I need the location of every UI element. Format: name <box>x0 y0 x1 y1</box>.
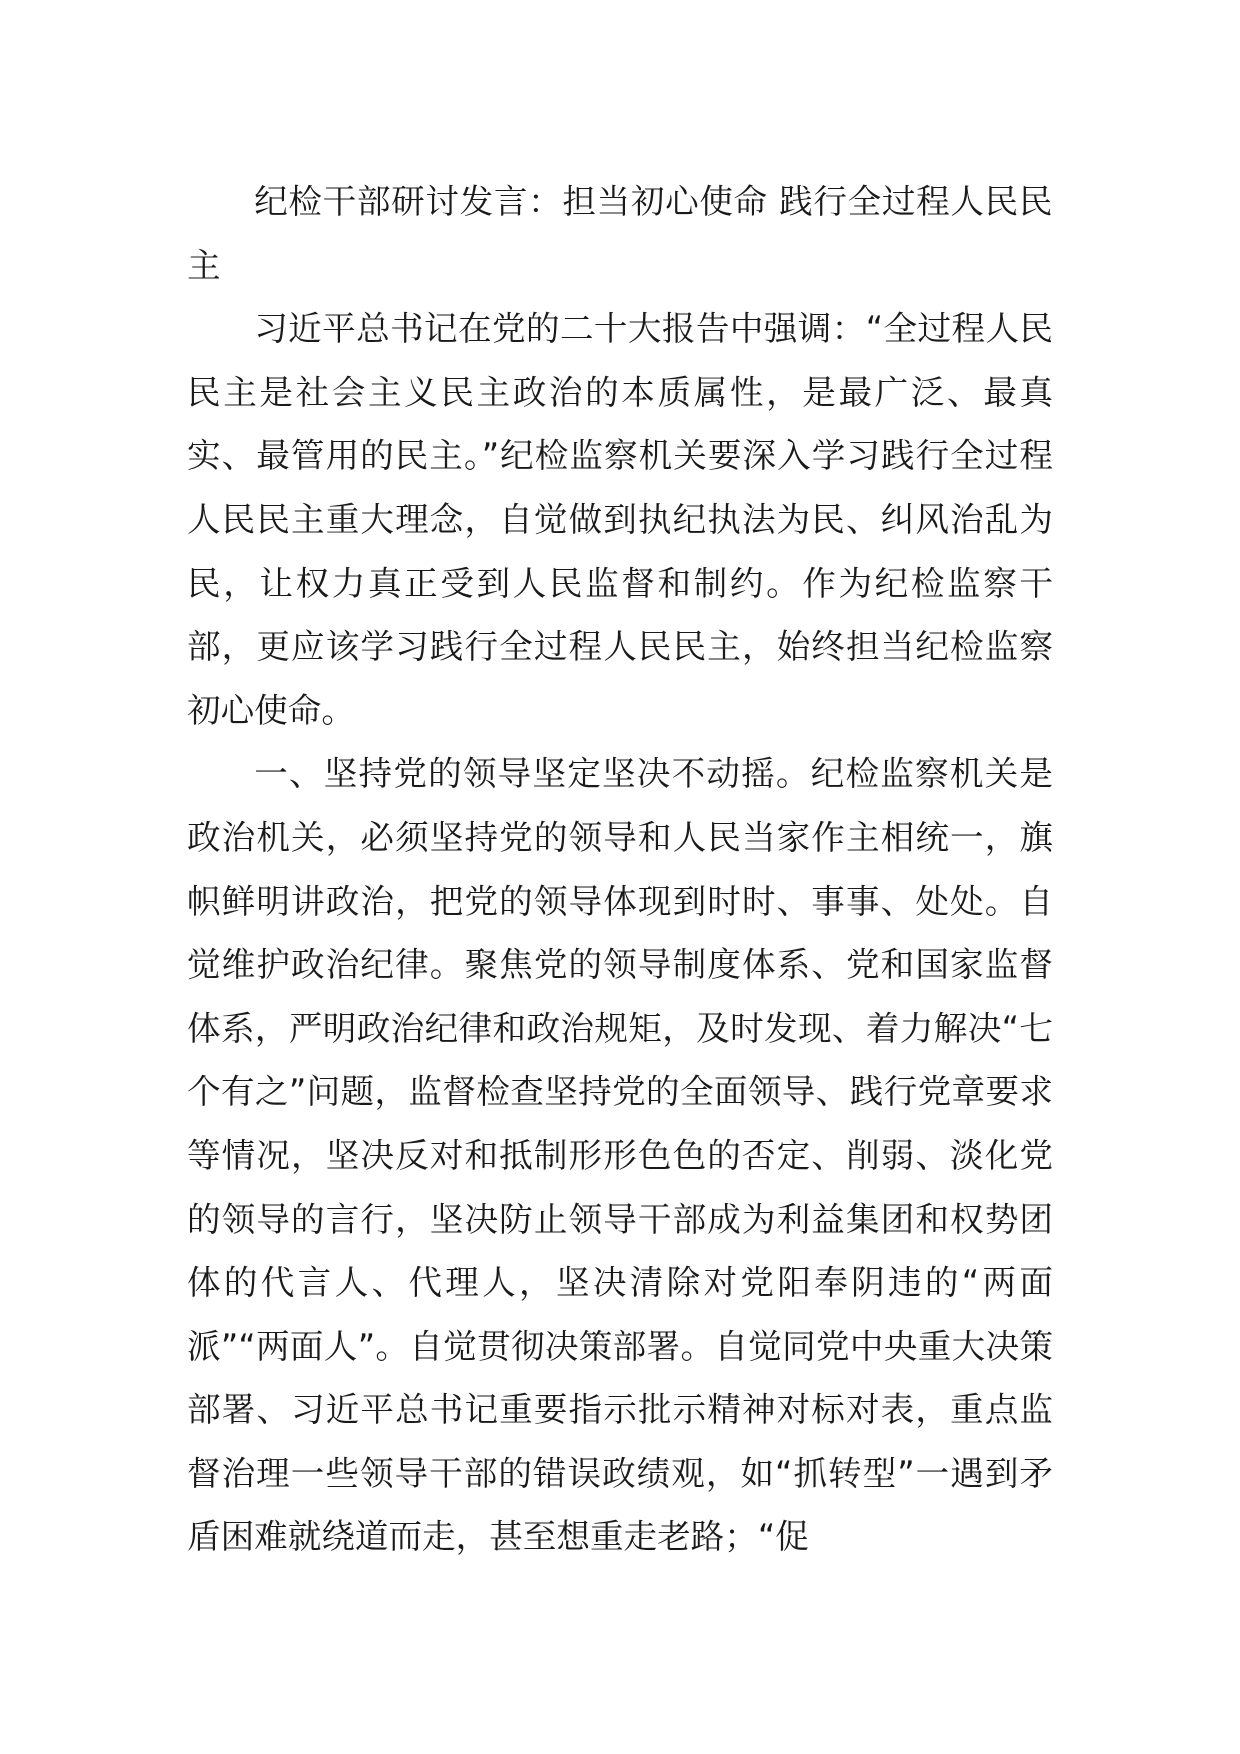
paragraph-section-one: 一、坚持党的领导坚定坚决不动摇。纪检监察机关是政治机关，必须坚持党的领导和人民当家作主相统一，旗帜鲜明讲政治，把党的领导体现到时时、事事、处处。自觉维护政治纪律。聚焦党的领导制度体系、党和国家监督体系，严明政治纪律和政治规矩，及时发现、着力解决“七个有之”问题，监督检查坚持党的全面领导、践行党章要求等情况，坚决反对和抵制形形色色的否定、削弱、淡化党的领导的言行，坚决防止领导干部成为利益集团和权势团体的代言人、代理人，坚决清除对党阳奉阴违的“两面派”“两面人”。自觉贯彻决策部署。自觉同党中央重大决策部署、习近平总书记重要指示批示精神对标对表，重点监督治理一些领导干部的错误政绩观，如“抓转型”一遇到矛盾困难就绕道而走，甚至想重走老路；“促 <box>187 754 1053 1557</box>
document-title: 纪检干部研讨发言：担当初心使命 践行全过程人民民主 <box>187 182 1053 285</box>
document-body <box>187 170 1053 1569</box>
paragraph-intro: 习近平总书记在党的二十大报告中强调：“全过程人民民主是社会主义民主政治的本质属性，是最广泛、最真实、最管用的民主。”纪检监察机关要深入学习践行全过程人民民主重大理念，自觉做到执纪执法为民、纠风治乱为民，让权力真正受到人民监督和制约。作为纪检监察干部，更应该学习践行全过程人民民主，始终担当纪检监察初心使命。 <box>187 309 1053 730</box>
